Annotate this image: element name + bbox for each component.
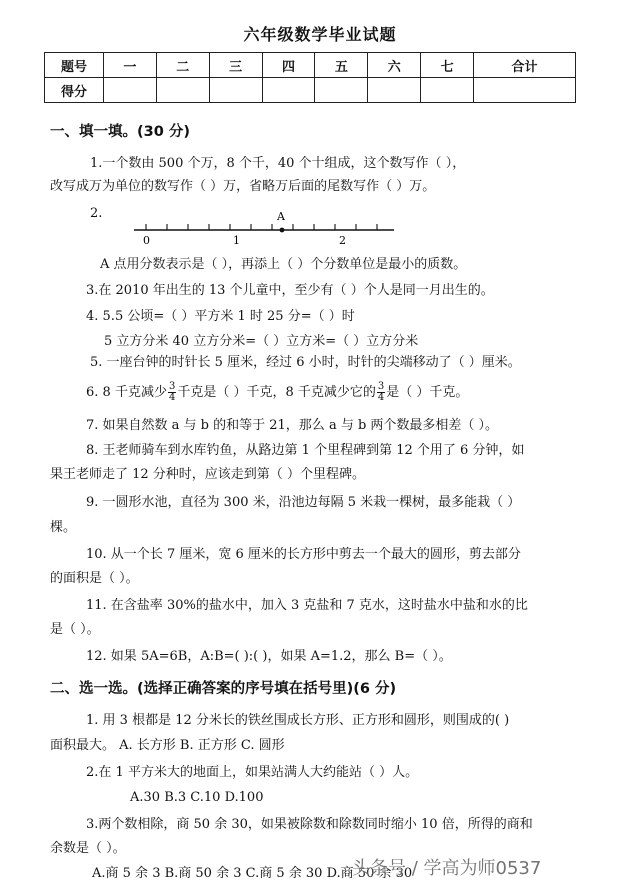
question-6-part-1: 6. 8 千克减少 bbox=[86, 385, 167, 400]
choice-question-3-line-2: 余数是（ ）。 bbox=[50, 841, 126, 856]
score-table-cell: 一 bbox=[104, 53, 157, 78]
choice-question-2-line-1: 2.在 1 平方米大的地面上，如果站满人大约能站（ ）人。 bbox=[86, 765, 419, 780]
score-input-cell[interactable] bbox=[262, 78, 315, 103]
tick-label-0: 0 bbox=[143, 234, 150, 247]
point-a-label: A bbox=[277, 210, 285, 223]
score-input-cell[interactable] bbox=[474, 78, 576, 103]
score-input-cell[interactable] bbox=[368, 78, 421, 103]
question-8-line-1: 8. 王老师骑车到水库钓鱼，从路边第 1 个里程碑到第 12 个用了 6 分钟，如 bbox=[86, 443, 525, 458]
score-input-cell[interactable] bbox=[209, 78, 262, 103]
fraction-denominator: 4 bbox=[377, 392, 385, 403]
choice-question-1-line-2: 面积最大。 A. 长方形 B. 正方形 C. 圆形 bbox=[50, 738, 285, 753]
score-table-cell: 合计 bbox=[474, 53, 576, 78]
question-6-part-3: 是（ ）千克。 bbox=[386, 385, 469, 400]
number-line-figure bbox=[132, 210, 402, 252]
score-table-cell: 六 bbox=[368, 53, 421, 78]
score-table-cell: 二 bbox=[156, 53, 209, 78]
question-4-line-2: 5 立方分米 40 立方分米=（ ）立方米=（ ）立方分米 bbox=[104, 334, 419, 349]
section-1-heading: 一、填一填。(30 分) bbox=[50, 124, 190, 140]
fraction-denominator: 4 bbox=[168, 392, 176, 403]
section-2-heading: 二、选一选。(选择正确答案的序号填在括号里)(6 分) bbox=[50, 681, 397, 697]
score-input-cell[interactable] bbox=[156, 78, 209, 103]
fraction-numerator: 3 bbox=[377, 381, 385, 392]
choice-question-2-options: A.30 B.3 C.10 D.100 bbox=[130, 790, 264, 805]
score-table-score-row bbox=[45, 78, 576, 103]
fraction-three-quarters bbox=[168, 382, 176, 403]
choice-question-3-options: A.商 5 余 3 B.商 50 余 3 C.商 5 余 30 D.商 50 余 30 bbox=[92, 866, 413, 881]
watermark: 头条号 / 学高为师0537 bbox=[352, 858, 542, 879]
question-6 bbox=[86, 382, 468, 404]
score-table-cell: 题号 bbox=[45, 53, 104, 78]
question-11-line-2: 是（ ）。 bbox=[50, 622, 100, 637]
choice-question-3-line-1: 3.两个数相除，商 50 余 30，如果被除数和除数同时缩小 10 倍，所得的商和 bbox=[86, 817, 533, 832]
score-table-cell: 三 bbox=[209, 53, 262, 78]
number-line-ticks bbox=[146, 224, 377, 230]
question-12: 12. 如果 5A=6B，A:B=( ):( )，如果 A=1.2，那么 B=（ ）。 bbox=[86, 649, 452, 664]
question-9-line-1: 9. 一圆形水池，直径为 300 米，沿池边每隔 5 米栽一棵树，最多能栽（ ） bbox=[86, 495, 521, 510]
score-table bbox=[44, 52, 576, 103]
question-8-line-2: 果王老师走了 12 分种时，应该走到第（ ）个里程碑。 bbox=[50, 467, 365, 482]
score-input-cell[interactable] bbox=[104, 78, 157, 103]
question-3: 3.在 2010 年出生的 13 个儿童中，至少有（ ）个人是同一月出生的。 bbox=[86, 283, 494, 298]
score-input-cell[interactable] bbox=[315, 78, 368, 103]
question-9-line-2: 棵。 bbox=[50, 520, 77, 535]
score-table-cell: 五 bbox=[315, 53, 368, 78]
score-table-cell: 七 bbox=[421, 53, 474, 78]
score-table-cell: 四 bbox=[262, 53, 315, 78]
choice-question-1-line-1: 1. 用 3 根都是 12 分米长的铁丝围成长方形、正方形和圆形，则围成的( ) bbox=[86, 713, 510, 728]
question-6-part-2: 千克是（ ）千克，8 千克减少它的 bbox=[177, 385, 376, 400]
question-11-line-1: 11. 在含盐率 30%的盐水中，加入 3 克盐和 7 克水，这时盐水中盐和水的比 bbox=[86, 598, 528, 613]
point-a-marker bbox=[280, 228, 285, 233]
tick-label-2: 2 bbox=[339, 234, 346, 247]
question-5: 5. 一座台钟的时针长 5 厘米，经过 6 小时，时针的尖端移动了（ ）厘米。 bbox=[90, 355, 521, 370]
question-2-number: 2. bbox=[90, 206, 103, 221]
question-4-line-1: 4. 5.5 公顷=（ ）平方米 1 时 25 分=（ ）时 bbox=[86, 309, 355, 324]
tick-label-1: 1 bbox=[233, 234, 240, 247]
question-10-line-1: 10. 从一个长 7 厘米，宽 6 厘米的长方形中剪去一个最大的圆形，剪去部分 bbox=[86, 547, 521, 562]
question-1-line-1: 1.一个数由 500 个万，8 个千，40 个十组成，这个数写作（ ）， bbox=[90, 156, 466, 171]
question-7: 7. 如果自然数 a 与 b 的和等于 21，那么 a 与 b 两个数最多相差（ ）。 bbox=[86, 418, 499, 433]
exam-title: 六年级数学毕业试题 bbox=[243, 25, 397, 44]
question-1-line-2: 改写成万为单位的数写作（ ）万，省略万后面的尾数写作（ ）万。 bbox=[50, 179, 436, 194]
score-table-header-row bbox=[45, 53, 576, 78]
score-table-cell: 得分 bbox=[45, 78, 104, 103]
question-10-line-2: 的面积是（ ）。 bbox=[50, 571, 139, 586]
fraction-numerator: 3 bbox=[168, 381, 176, 392]
score-input-cell[interactable] bbox=[421, 78, 474, 103]
fraction-three-quarters bbox=[377, 382, 385, 403]
question-2-text: A 点用分数表示是（ ），再添上（ ）个分数单位是最小的质数。 bbox=[100, 257, 467, 272]
